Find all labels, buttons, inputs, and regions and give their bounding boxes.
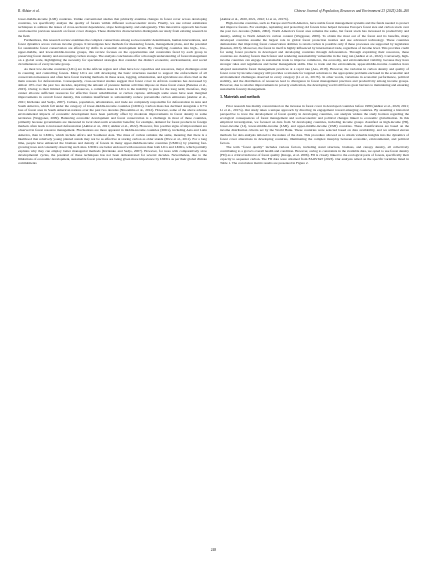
body-paragraph: The term "forest quality" includes various factors, including stand structure, biomass, and canopy density, all collectively contributing to a grove's overall health and condition. However, owing to constraints in the available data, we opted to use forest density (FD) as a critical indicator of forest quality (Knapp, et al. 2006). FD is closely linked to the ecological parts of forests, specifically their capacity to sequester carbon. The FD data were obtained from FAOSTAT (2023). Our analysis relied on the specific variables listed in Table 1. The correlation matrix results are presented in Figure 2.: [220, 144, 409, 166]
body-paragraph: As most low-income countries (LICs) are in the African region and often have low capacities and resources, major challenges exist in counting and controlling forests. Many LICs are still developing the basic structures needed to support the enforcement of all conservation measures and often have forest tracking methods. In these areas, logging, urbanization, and agriculture are often cited as the main reasons for deforestation. Consequently, cross-sectional studies suggest that forest cover in African countries has decreased by almost 10% over the past two decades, depicting the amount of pressure human activities impose on these forest zones (Batensa et al., 2023). Owing to their limited economic resources, a common issue in LICs is the inability to plan for the long term; therefore, they cannot allocate sufficient resources for effective forest rehabilitation or carbon capture. Although some areas have seen marginal improvements in overall forest density, this remains insufficient to substantially reduce preventable carbon emissions (Akhtar et al., 2021; Kirilenko and Sedjo, 2007). Culture, population, urbanization, and trade are completely responsible for deforestation in Asia and South America, which fall under the category of lower-middle-income countries (LMICs). Carbon mass has declined alongside a 9.7% loss of forest area in South American nations over the past two decades (Nnoomma et al., 2012). However, some of the above adverse environmental impacts of economic development have been partially offset by moderate improvements in forest density in some territories (Waggoner, 2009). Balancing economic development and forest conservation is a challenge in most of these countries, primarily because governments are interested in local short-term economic benefits; for example, demand for forest products in foreign markets often leads to increased deforestation (Akhtar et al., 2021; Akhtar et al., 2022). However, five positive signs of improvement are observed in forest resource management. Fluctuations are more apparent in middle-income countries (MICs), including Asia and Latin America, than in LMICs, which include Africa and Southeast Asia. The mass of carbon remains the same, meaning that there is a likelihood that relatively young planted stands may not be as effective at storing carbon as older stands (Price et al., 2011). For a long time, people have enhanced the biomass and density of forests in many upper-middle-income countries (UMICs) by planting fast-growing trees and constantly observing such sites. UMICs are better endowed with resources than both LICs and LMICs, which partially explains why they can employ better managerial methods (Kirilenko and Sedjo, 2007). However, for trees with comparatively slow developmental cycles, the potential of these techniques has not been demonstrated for several decades. Nevertheless, due to the limitations of economic development, sustainable forest practices are being given more importance by UMICs as per their global climate commitments: [18, 66, 207, 166]
body-paragraph: (Akhtar et al., 2020, 2021, 2022; Li et al., 2017b).: [220, 17, 289, 21]
running-head: [18, 7, 409, 15]
page-number: 248: [210, 548, 217, 552]
section-heading: 3. Materials and methods: [220, 95, 260, 100]
body-paragraph: Furthermore, this research review examines the complex connections among socioeconomic determinants, human interventions, and forest dynamics across various income groups. It investigates how methods for measuring forests, management plans, and the potential for sustainable forest conservation are affected by shifts in economic development levels. By classifying countries into high-, low-, upper-middle, and lower-middle-income groups, this review focuses on the opportunities and constraints faced by each group in preserving forest density and encouraging carbon storage. The analysis conclusions offer a thorough understanding of forest management on a global scale, highlighting the necessity for specialized strategies that consider the distinct economic, environmental, and social circumstances of every income group.: [18, 37, 207, 67]
body-paragraph: High-income countries, such as Europe and North America, have stable forest management systems and the funds needed to protect and improve forests. For example, replanting and protecting old forests have helped increase Europe's forest size and carbon stock over the past two decades (Smith, 2002). North America's forest area remains the same, but forest stock has increased in productivity and density, adding to North America's carbon content (Waggoner, 2009). To obtain the most out of the forest and its benefits, many developed countries assume the largest role in global forest protection treaties and use advanced technology. These countries demonstrate that improving forest conservation abilities to retain carbon is possible only if these processes are supported by legislation (Keenan, 2015). Moreover, the forest in itself is highly influenced by international trade, regardless of income level. This provides credit for using forest products in developed and developing countries through deforestation. Through exploiting their resources, these countries are clearing forests much faster and rendering sustainability vulnerable in the long run (Akhtar et al., 2022). Conversely, high-income countries can engage in sustainable trade to improve commerce, the economy, and environmental viability, because they have stronger rules and regulations and better management skills. Due to trade and the environment, upper-middle-income countries have adopted sustainable forest management practices at a rapid rate (Asa, 2018). However, the variation in carbon density and quality of forest cover by income category still provides a rationale for targeted solutions to the appropriate problems enclosed in the economic and environmental challenges observed in every category (Li et al., 2017b). In other words, variations in economic performance, political stability, and the distribution of resources lead to divergence in forest management practices and productivity among income groups. However, due to relative improvements in poverty eradication, the developing world still faces great barriers to maintaining and ensuring sustainable forestry management.: [220, 21, 409, 92]
running-head-authors: R. Akhtar et al.: [18, 9, 40, 13]
body-paragraph: Prior research has mainly concentrated on the increase in forest cover in developed countries before 1980 (Akhtar et al., 2020, 2021; Li et al., 2017a). Our study takes a unique approach by directing its engagement toward emerging countries. By assuming a historical perspective to trace the development of forest quality in developing countries, our analysis widens the study horizon regarding the ecological consequences of forest management and socioeconomic and political changes linked to economic globalization. In this empirical investigation, we focused on data from 52 developing countries, including income groups classified as high-income (HI), lower-income (LI), lower-middle-income (LMI), and upper-middle-income (UMI) countries. These classifications are based on the income distribution criteria set by the World Bank. These countries were selected based on data availability, and we utilized eleven methods for data analysis tailored to the nature of the data. This procedure allowed us to obtain valuable insights into the dynamics of forest cover alterations in developing countries, illuminating the complex interplay between economic, environmental, and political factors.: [220, 103, 409, 145]
body-paragraph: lower-middle-income (LMI) countries. Unlike conventional studies that primarily examine changes in forest cover across developing countries, we specifically analyze the quality of forests within different socioeconomic strata. Finally, we use robust estimation techniques to address the issues of cross-sectional dependence, slope homogeneity, and endogeneity. This innovative approach has been overlooked in previous research on forest cover changes. These distinctive characteristics distinguish our study from existing research in the field.: [18, 17, 207, 38]
left-text-column: [18, 17, 207, 545]
right-text-column: [220, 17, 409, 545]
running-head-journal: Chinese Journal of Population, Resources and Environment 23 (2025) 246–260: [294, 9, 409, 13]
